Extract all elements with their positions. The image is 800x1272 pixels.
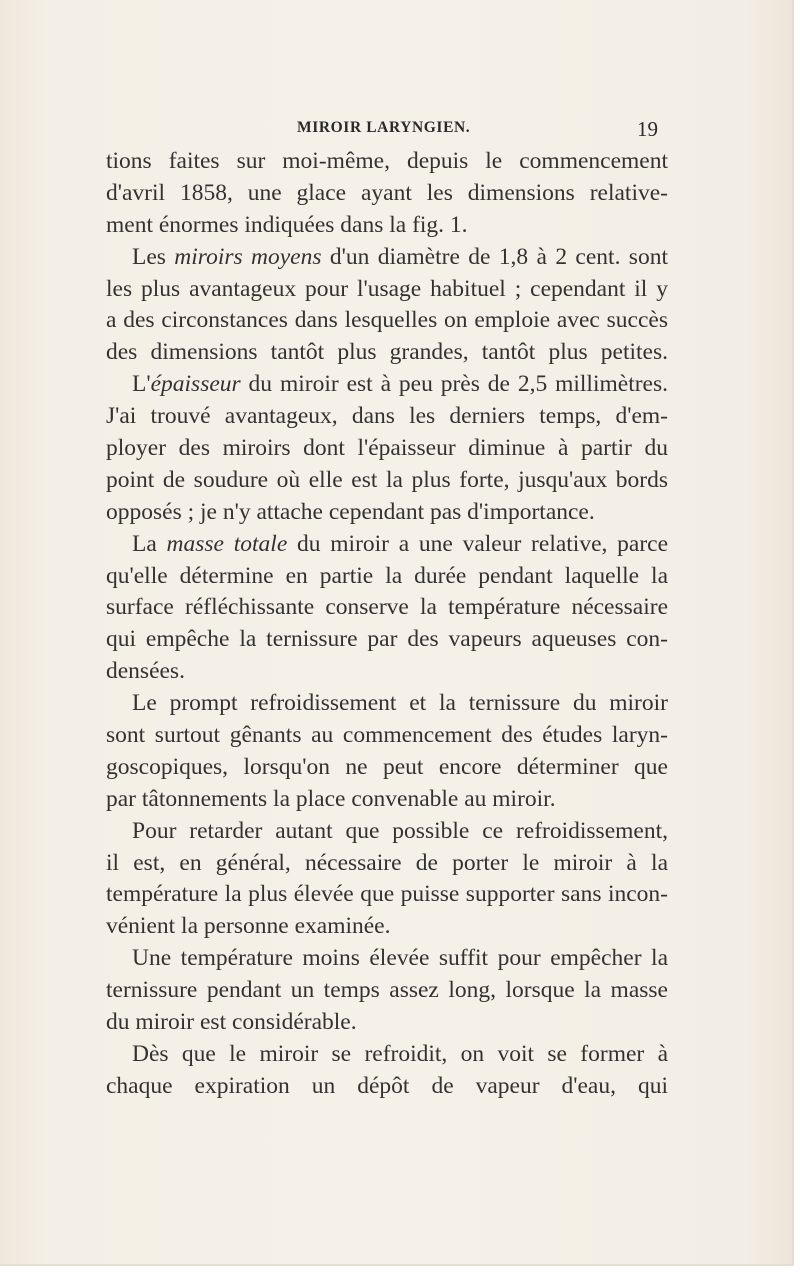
paragraph-start-line: [106, 242, 668, 274]
paragraph-start-line: [106, 943, 668, 975]
text-line: [106, 784, 668, 816]
text-run: température la plus élevée que puisse supporter sans incon-: [106, 881, 668, 908]
text-run: goscopiques, lorsqu'on ne peut encore déterminer que: [106, 753, 668, 780]
text-run: des dimensions tantôt plus grandes, tantôt plus petites.: [106, 339, 668, 366]
text-line: [106, 146, 668, 178]
text-line: [106, 305, 668, 337]
text-run: La: [132, 530, 167, 557]
text-line: [106, 911, 668, 943]
text-line: [106, 752, 668, 784]
text-run: Dès que le miroir se refroidit, on voit se former à: [132, 1040, 668, 1067]
text-run: qui empêche la ternissure par des vapeurs aqueuses con-: [106, 626, 668, 653]
text-run: du miroir est considérable.: [106, 1009, 357, 1036]
italic-term: masse totale: [166, 530, 288, 557]
text-run: il est, en général, nécessaire de porter le miroir à la: [106, 849, 668, 876]
text-run: ployer des miroirs dont l'épaisseur diminue à partir du: [106, 435, 668, 462]
paragraph-start-line: [106, 1039, 668, 1071]
text-line: [106, 401, 668, 433]
text-run: L': [132, 371, 151, 398]
text-line: [106, 624, 668, 656]
paragraph-start-line: [106, 369, 668, 401]
text-run: a des circonstances dans lesquelles on emploie avec succès: [106, 307, 668, 334]
text-line: [106, 337, 668, 369]
text-line: [106, 497, 668, 529]
text-line: [106, 879, 668, 911]
paragraph-start-line: [106, 688, 668, 720]
text-line: [106, 210, 668, 242]
running-title: MIROIR LARYNGIEN.: [297, 119, 471, 136]
paragraph-start-line: [106, 816, 668, 848]
text-run: point de soudure où elle est la plus forte, jusqu'aux bords: [106, 466, 668, 493]
text-line: [106, 656, 668, 688]
text-run: densées.: [106, 658, 185, 685]
text-run: qu'elle détermine en partie la durée pendant laquelle la: [106, 562, 668, 589]
italic-term: miroirs moyens: [174, 243, 322, 270]
text-run: Le prompt refroidissement et la ternissure du miroir: [132, 690, 668, 717]
text-run: opposés ; je n'y attache cependant pas d'importance.: [106, 498, 595, 525]
paragraph-start-line: [106, 529, 668, 561]
page-number: 19: [637, 117, 658, 141]
text-run: Une température moins élevée suffit pour empêcher la: [132, 945, 668, 972]
text-run: Pour retarder autant que possible ce refroidissement,: [132, 817, 668, 844]
text-run: tions faites sur moi-même, depuis le commencement: [106, 148, 668, 174]
text-run: vénient la personne examinée.: [106, 913, 391, 940]
text-line: [106, 465, 668, 497]
text-run: chaque expiration un dépôt de vapeur d'eau, qui: [106, 1072, 668, 1099]
text-line: [106, 561, 668, 593]
text-run: surface réfléchissante conserve la température nécessaire: [106, 594, 668, 621]
italic-term: épaisseur: [150, 371, 241, 398]
text-line: [106, 848, 668, 880]
text-line: [106, 1007, 668, 1039]
text-run: par tâtonnements la place convenable au miroir.: [106, 785, 556, 812]
text-run: J'ai trouvé avantageux, dans les derniers temps, d'em-: [106, 403, 668, 430]
page-header: [106, 117, 668, 147]
text-run: du miroir a une valeur relative, parce: [287, 530, 669, 557]
text-line: [106, 178, 668, 210]
text-line: [106, 592, 668, 624]
text-run: ternissure pendant un temps assez long, lorsque la masse: [106, 977, 668, 1004]
text-run: Les: [132, 243, 175, 270]
text-line: [106, 433, 668, 465]
text-run: sont surtout gênants au commencement des études laryn-: [106, 722, 668, 749]
text-run: les plus avantageux pour l'usage habituel ; cependant il y: [106, 275, 668, 302]
text-line: [106, 720, 668, 752]
text-run: d'avril 1858, une glace ayant les dimensions relative-: [106, 179, 668, 206]
body-text: [106, 146, 668, 1103]
text-line: [106, 975, 668, 1007]
text-run: d'un diamètre de 1,8 à 2 cent. sont: [321, 243, 668, 270]
text-run: ment énormes indiquées dans la fig. 1.: [106, 211, 468, 238]
text-line: [106, 274, 668, 306]
text-run: du miroir est à peu près de 2,5 millimètres.: [240, 371, 668, 398]
text-line: [106, 1071, 668, 1103]
